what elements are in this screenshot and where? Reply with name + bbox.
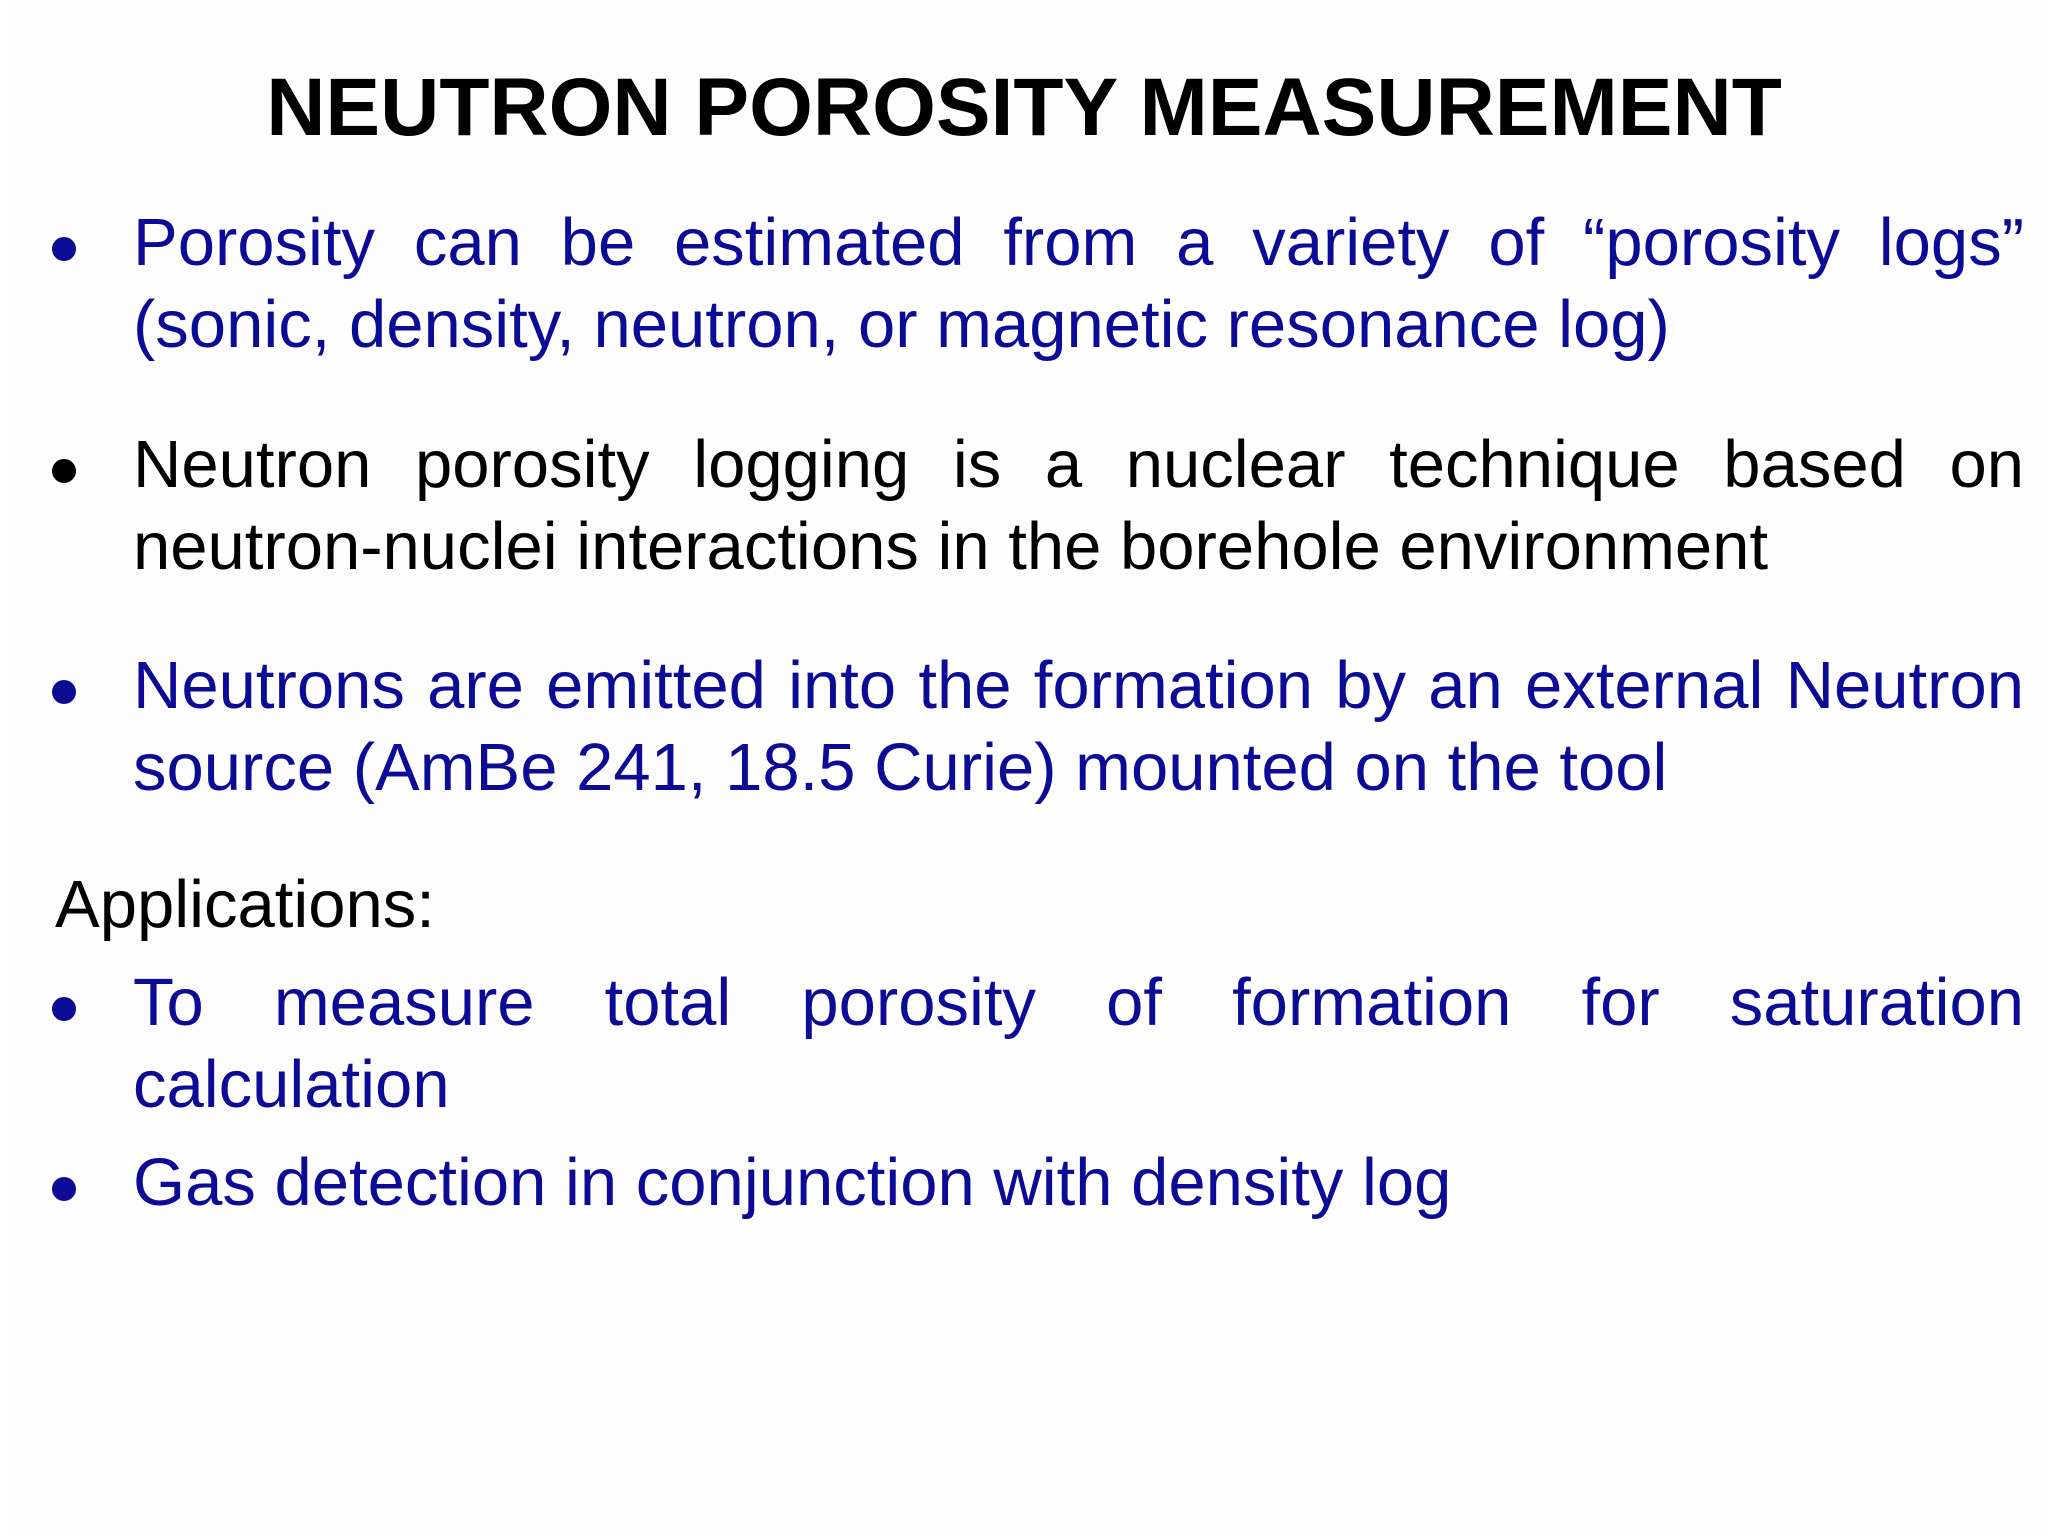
bullet-dot-icon [52, 237, 76, 261]
bullet-dot-icon [52, 997, 76, 1021]
bullet-dot-icon [52, 680, 76, 704]
bullet-text-line: Porosity can be estimated from a variety of “porosity logs” [133, 205, 2024, 280]
bullet-text-line: Neutron porosity logging is a nuclear technique based on [133, 427, 2024, 502]
bullet-dot-icon [52, 1177, 76, 1201]
bullet-dot-icon [52, 459, 76, 483]
bullet-text-line: Gas detection in conjunction with density log [133, 1145, 1452, 1220]
bullet-text-line: To measure total porosity of formation for saturation [133, 965, 2024, 1040]
bullet-text-line: (sonic, density, neutron, or magnetic resonance log) [133, 287, 1670, 362]
slide-title: NEUTRON POROSITY MEASUREMENT [266, 62, 1782, 153]
applications-heading: Applications: [55, 867, 435, 942]
bullet-text-line: Neutrons are emitted into the formation by an external Neutron [133, 648, 2024, 723]
bullet-text-line: source (AmBe 241, 18.5 Curie) mounted on the tool [133, 730, 1668, 805]
bullet-text-line: calculation [133, 1047, 450, 1122]
bullet-text-line: neutron-nuclei interactions in the borehole environment [133, 509, 1769, 584]
